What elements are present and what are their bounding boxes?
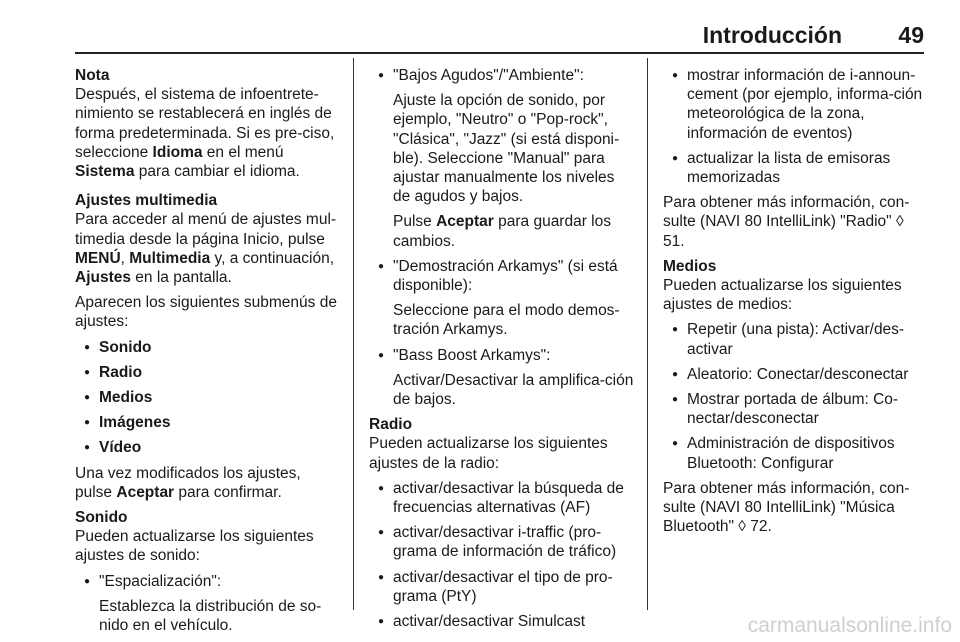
- list-item: ● activar/desactivar el tipo de pro-grama (PtY): [369, 568, 634, 606]
- list-item: ● Mostrar portada de álbum: Co-nectar/desconectar: [663, 390, 927, 428]
- submenus-intro: Aparecen los siguientes submenús de ajustes:: [75, 294, 337, 331]
- sonido-text: Pueden actualizarse los siguientes ajustes de sonido:: [75, 528, 314, 565]
- list-item: ● Sonido: [75, 338, 341, 357]
- list-item: ● "Demostración Arkamys" (si está disponible):: [369, 257, 634, 295]
- bass-desc: Activar/Desactivar la amplifica-ción de bajos.: [393, 371, 634, 409]
- column-3: [663, 66, 927, 542]
- submenu-list: [75, 338, 341, 458]
- espac-desc: Establezca la distribución de so-nido en el vehículo.: [99, 597, 322, 635]
- watermark: carmanualsonline.info: [747, 614, 952, 637]
- list-item: ● Imágenes: [75, 413, 341, 432]
- list-item: ● mostrar información de i-announ-cement (por ejemplo, informa-ción meteorológica de la zona, información de eventos): [663, 66, 927, 143]
- nota-heading: Nota: [75, 67, 110, 84]
- radio-text: Pueden actualizarse los siguientes ajustes de la radio:: [369, 435, 608, 472]
- list-item: ● Aleatorio: Conectar/desconectar: [663, 365, 927, 384]
- sonido-heading: Sonido: [75, 509, 128, 527]
- nota-text: Después, el sistema de infoentrete-nimiento se restablecerá en inglés de forma predeterminada. Si es pre-ciso, seleccione Idioma en el menú Sistema para cambiar el idioma.: [75, 86, 335, 181]
- multimedia-text: Para acceder al menú de ajustes mul-timedia desde la página Inicio, pulse MENÚ, Multimedia y, a continuación, Ajustes en la pantalla.: [75, 211, 337, 287]
- bajos-save: Pulse Aceptar para guardar los cambios.: [393, 213, 611, 250]
- demo-desc: Seleccione para el modo demos-tración Arkamys.: [393, 302, 620, 339]
- confirm-text: Una vez modificados los ajustes, pulse Aceptar para confirmar.: [75, 464, 301, 501]
- radio-list: [369, 479, 634, 631]
- medios-list: [663, 320, 927, 472]
- column-divider: [647, 58, 648, 610]
- column-2: [369, 66, 634, 637]
- radio-list-cont: [663, 66, 927, 187]
- radio-info-text: Para obtener más información, con-sulte (NAVI 80 IntelliLink) "Radio" ◊ 51.: [663, 194, 910, 250]
- list-item: ● "Espacialización":: [75, 572, 341, 591]
- header-rule: [75, 52, 924, 54]
- list-item: ● Medios: [75, 388, 341, 407]
- list-item: ● activar/desactivar Simulcast: [369, 612, 634, 631]
- list-item: ● Radio: [75, 363, 341, 382]
- bajos-desc: Ajuste la opción de sonido, por ejemplo, "Neutro" o "Pop-rock", "Clásica", "Jazz" (si está disponi-ble). Seleccione "Manual" para ajustar manualmente los niveles de agudos y bajos.: [393, 92, 620, 206]
- list-item: ● actualizar la lista de emisoras memorizadas: [663, 149, 927, 187]
- bass-list: [369, 346, 634, 365]
- list-item: ● activar/desactivar la búsqueda de frecuencias alternativas (AF): [369, 479, 634, 517]
- multimedia-heading: Ajustes multimedia: [75, 192, 218, 210]
- medios-heading: Medios: [663, 257, 717, 275]
- list-item: ● "Bajos Agudos"/"Ambiente":: [369, 66, 634, 85]
- page-number: 49: [898, 22, 924, 48]
- medios-info-text: Para obtener más información, con-sulte (NAVI 80 IntelliLink) "Música Bluetooth" ◊ 72.: [663, 479, 910, 536]
- column-divider: [353, 58, 354, 610]
- sound-options-list: [369, 66, 634, 85]
- radio-heading: Radio: [369, 416, 413, 434]
- list-item: ● Administración de dispositivos Bluetooth: Configurar: [663, 434, 927, 472]
- sonido-list: [75, 572, 341, 591]
- list-item: ● Repetir (una pista): Activar/des-activar: [663, 320, 927, 358]
- medios-text: Pueden actualizarse los siguientes ajustes de medios:: [663, 277, 902, 314]
- list-item: ● activar/desactivar i-traffic (pro-grama de información de tráfico): [369, 523, 634, 561]
- list-item: ● Vídeo: [75, 438, 341, 457]
- demo-list: [369, 257, 634, 295]
- column-1: [75, 66, 341, 641]
- section-title: Introducción: [702, 22, 842, 48]
- list-item: ● "Bass Boost Arkamys":: [369, 346, 634, 365]
